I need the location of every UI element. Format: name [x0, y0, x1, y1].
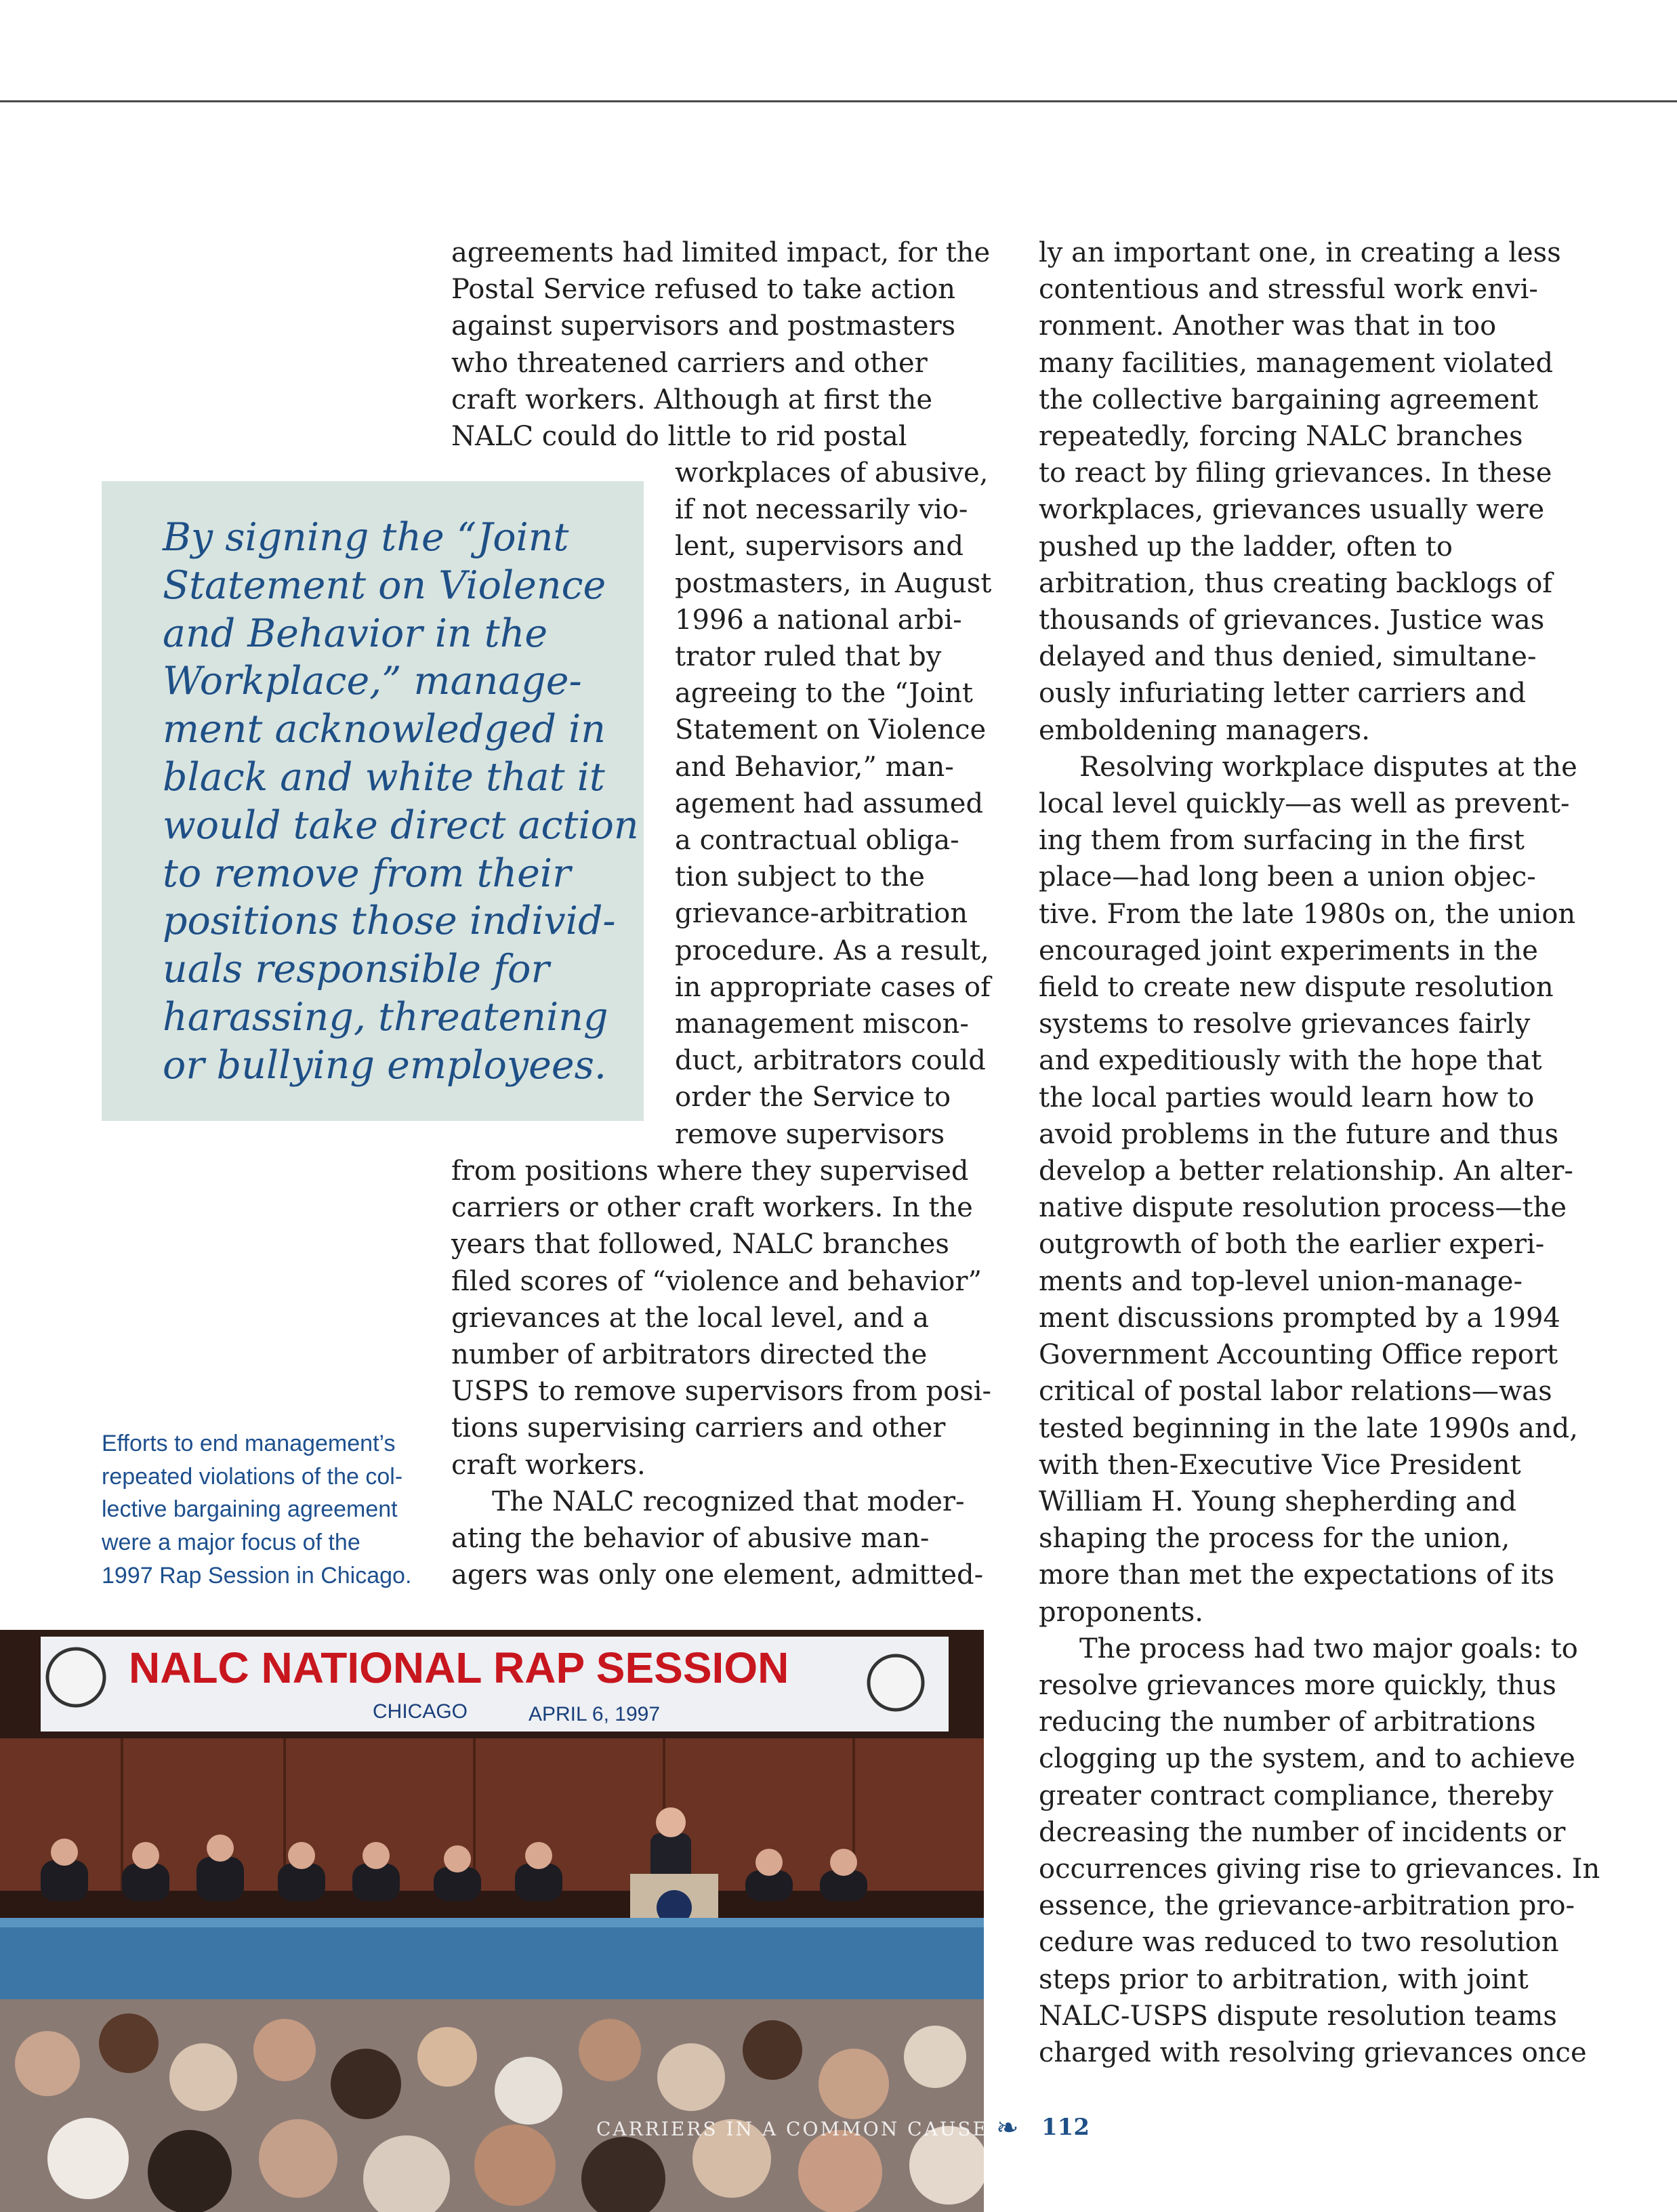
text-line: against supervisors and postmasters [451, 310, 956, 342]
text-line: resolve grievances more quickly, thus [1039, 1669, 1556, 1701]
pull-quote-line: Statement on Violence [163, 562, 606, 608]
left-column-top-lines [451, 234, 990, 455]
text-line: contentious and stressful work envi- [1039, 274, 1538, 306]
text-line: lent, supervisors and [675, 531, 964, 562]
left-column-top [451, 234, 990, 455]
caption-line: Efforts to end management’s [102, 1431, 396, 1456]
text-line: Government Accounting Office report [1039, 1339, 1558, 1371]
text-line: charged with resolving grievances once [1039, 2036, 1587, 2068]
pull-quote [102, 481, 644, 1121]
text-line: The NALC recognized that moder- [492, 1486, 965, 1517]
pull-quote-line: positions those individ- [163, 899, 616, 944]
text-line: critical of postal labor relations—was [1039, 1376, 1552, 1408]
text-line: avoid problems in the future and thus [1039, 1118, 1559, 1150]
pull-quote-line: uals responsible for [163, 947, 550, 992]
right-column-para3 [1039, 1631, 1600, 2071]
text-line: ating the behavior of abusive man- [451, 1523, 930, 1555]
text-line: greater contract compliance, thereby [1039, 1780, 1554, 1811]
text-line: grievances at the local level, and a [451, 1302, 929, 1334]
text-line: repeatedly, forcing NALC branches [1039, 421, 1523, 453]
text-line: more than met the expectations of its [1039, 1559, 1555, 1591]
text-line: develop a better relationship. An alter- [1039, 1155, 1573, 1187]
text-line: ing them from surfacing in the first [1039, 825, 1525, 857]
text-line: management miscon- [675, 1008, 969, 1040]
text-line: tion subject to the [675, 861, 925, 893]
caption-line: lective bargaining agreement [102, 1496, 398, 1523]
text-line: ment discussions prompted by a 1994 [1039, 1302, 1560, 1334]
photo-caption [102, 1427, 411, 1593]
right-column-para2 [1039, 749, 1600, 1631]
page-number: 112 [1041, 2114, 1090, 2141]
right-column [1039, 234, 1600, 2071]
left-column-para2 [451, 1483, 991, 1594]
text-line: Resolving workplace disputes at the [1079, 751, 1577, 783]
text-line: ously infuriating letter carriers and [1039, 678, 1526, 710]
text-line: outgrowth of both the earlier experi- [1039, 1229, 1545, 1261]
text-line: proponents. [1039, 1596, 1204, 1628]
text-line: if not necessarily vio- [675, 494, 968, 526]
text-line: agreements had limited impact, for the [451, 237, 991, 268]
pull-quote-line: to remove from their [163, 851, 571, 896]
text-line: ments and top-level union-manage- [1039, 1265, 1523, 1297]
text-line: with then-Executive Vice President [1039, 1449, 1521, 1481]
text-line: tested beginning in the late 1990s and, [1039, 1412, 1578, 1444]
text-line: arbitration, thus creating backlogs of [1039, 567, 1553, 599]
text-line: and Behavior,” man- [675, 751, 954, 783]
banner-title: NALC NATIONAL RAP SESSION [129, 1643, 789, 1692]
banner-city: CHICAGO [373, 1700, 468, 1723]
text-line: agement had assumed [675, 787, 984, 819]
text-line: NALC-USPS dispute resolution teams [1039, 2000, 1557, 2032]
text-line: remove supervisors [675, 1118, 945, 1150]
text-line: cedure was reduced to two resolution [1039, 1927, 1559, 1959]
text-line: essence, the grievance-arbitration pro- [1039, 1890, 1575, 1922]
text-line: tive. From the late 1980s on, the union [1039, 898, 1576, 930]
text-line: clogging up the system, and to achieve [1039, 1743, 1575, 1775]
text-line: emboldening managers. [1039, 714, 1371, 746]
text-line: The process had two major goals: to [1079, 1633, 1578, 1664]
text-line: USPS to remove supervisors from posi- [451, 1376, 992, 1408]
pull-quote-text [163, 514, 639, 1090]
text-line: decreasing the number of incidents or [1039, 1816, 1566, 1848]
pull-quote-line: black and white that it [163, 754, 605, 800]
text-line: native dispute resolution process—the [1039, 1192, 1567, 1224]
text-line: tions supervising carriers and other [451, 1412, 946, 1444]
pull-quote-line: and Behavior in the [163, 611, 548, 656]
text-line: local level quickly—as well as prevent- [1039, 788, 1570, 820]
right-column-para1 [1039, 234, 1600, 749]
text-line: place—had long been a union objec- [1039, 861, 1536, 893]
text-line: trator ruled that by [675, 641, 942, 673]
header-rule [0, 100, 1677, 102]
text-line: many facilities, management violated [1039, 347, 1554, 379]
text-line: Postal Service refused to take action [451, 274, 955, 306]
text-line: workplaces, grievances usually were [1039, 494, 1545, 526]
text-line: agers was only one element, admitted- [451, 1559, 984, 1591]
pull-quote-line: would take direct action [163, 802, 639, 848]
text-line: field to create new dispute resolution [1039, 972, 1554, 1004]
caption-line: were a major focus of the [102, 1530, 360, 1556]
text-line: NALC could do little to rid postal [451, 421, 907, 453]
text-line: encouraged joint experiments in the [1039, 935, 1538, 966]
text-line: grievance-arbitration [675, 898, 968, 930]
nalc-seal-right [869, 1656, 923, 1710]
text-line: shaping the process for the union, [1039, 1523, 1510, 1555]
pull-quote-line: or bullying employees. [163, 1042, 606, 1088]
text-line: thousands of grievances. Justice was [1039, 605, 1545, 636]
text-line: in appropriate cases of [675, 971, 991, 1003]
text-line: carriers or other craft workers. In the [451, 1192, 973, 1224]
text-line: years that followed, NALC branches [451, 1229, 949, 1261]
pull-quote-line: harassing, threatening [163, 994, 608, 1040]
text-line: occurrences giving rise to grievances. In [1039, 1853, 1600, 1885]
left-column-bottom [451, 1153, 991, 1593]
text-line: workplaces of abusive, [675, 457, 989, 489]
nalc-seal-left [47, 1649, 104, 1706]
text-line: order the Service to [675, 1082, 951, 1113]
text-line: Statement on Violence [675, 714, 987, 746]
left-column-wrap [675, 455, 991, 1153]
left-column-bottom-lines [451, 1153, 991, 1483]
fleuron-icon: ❧ [996, 2112, 1019, 2144]
table-edge [0, 1918, 984, 1927]
text-line: craft workers. [451, 1449, 646, 1481]
caption-line: repeated violations of the col- [102, 1463, 403, 1490]
text-line: 1996 a national arbi- [675, 604, 962, 636]
text-line: postmasters, in August [675, 567, 992, 599]
text-line: steps prior to arbitration, with joint [1039, 1963, 1529, 1995]
pull-quote-line: Workplace,” manage- [163, 659, 582, 704]
text-line: filed scores of “violence and behavior” [451, 1265, 982, 1297]
pull-quote-line: ment acknowledged in [163, 707, 606, 752]
text-line: duct, arbitrators could [675, 1045, 986, 1077]
caption-line: 1997 Rap Session in Chicago. [102, 1562, 412, 1589]
text-line: number of arbitrators directed the [451, 1339, 928, 1371]
text-line: ly an important one, in creating a less [1039, 237, 1561, 268]
footer-title: CARRIERS IN A COMMON CAUSE [596, 2118, 989, 2140]
left-column-wrap-lines [675, 455, 991, 1153]
text-line: a contractual obliga- [675, 825, 959, 857]
text-line: agreeing to the “Joint [675, 678, 973, 710]
text-line: ronment. Another was that in too [1039, 310, 1497, 342]
text-line: from positions where they supervised [451, 1155, 969, 1187]
text-line: delayed and thus denied, simultane- [1039, 641, 1537, 673]
text-line: and expeditiously with the hope that [1039, 1045, 1542, 1077]
text-line: to react by filing grievances. In these [1039, 457, 1552, 489]
text-line: the local parties would learn how to [1039, 1082, 1535, 1113]
text-line: who threatened carriers and other [451, 347, 928, 379]
text-line: reducing the number of arbitrations [1039, 1706, 1536, 1738]
pull-quote-line: By signing the “Joint [163, 515, 569, 560]
text-line: the collective bargaining agreement [1039, 384, 1539, 415]
dais-table [0, 1918, 984, 1999]
text-line: systems to resolve grievances fairly [1039, 1008, 1531, 1040]
banner-date: APRIL 6, 1997 [529, 1703, 661, 1725]
text-line: craft workers. Although at first the [451, 384, 933, 415]
text-line: William H. Young shepherding and [1039, 1486, 1517, 1517]
text-line: procedure. As a result, [675, 935, 989, 966]
text-line: pushed up the ladder, often to [1039, 531, 1453, 562]
speaker-head [656, 1807, 686, 1837]
